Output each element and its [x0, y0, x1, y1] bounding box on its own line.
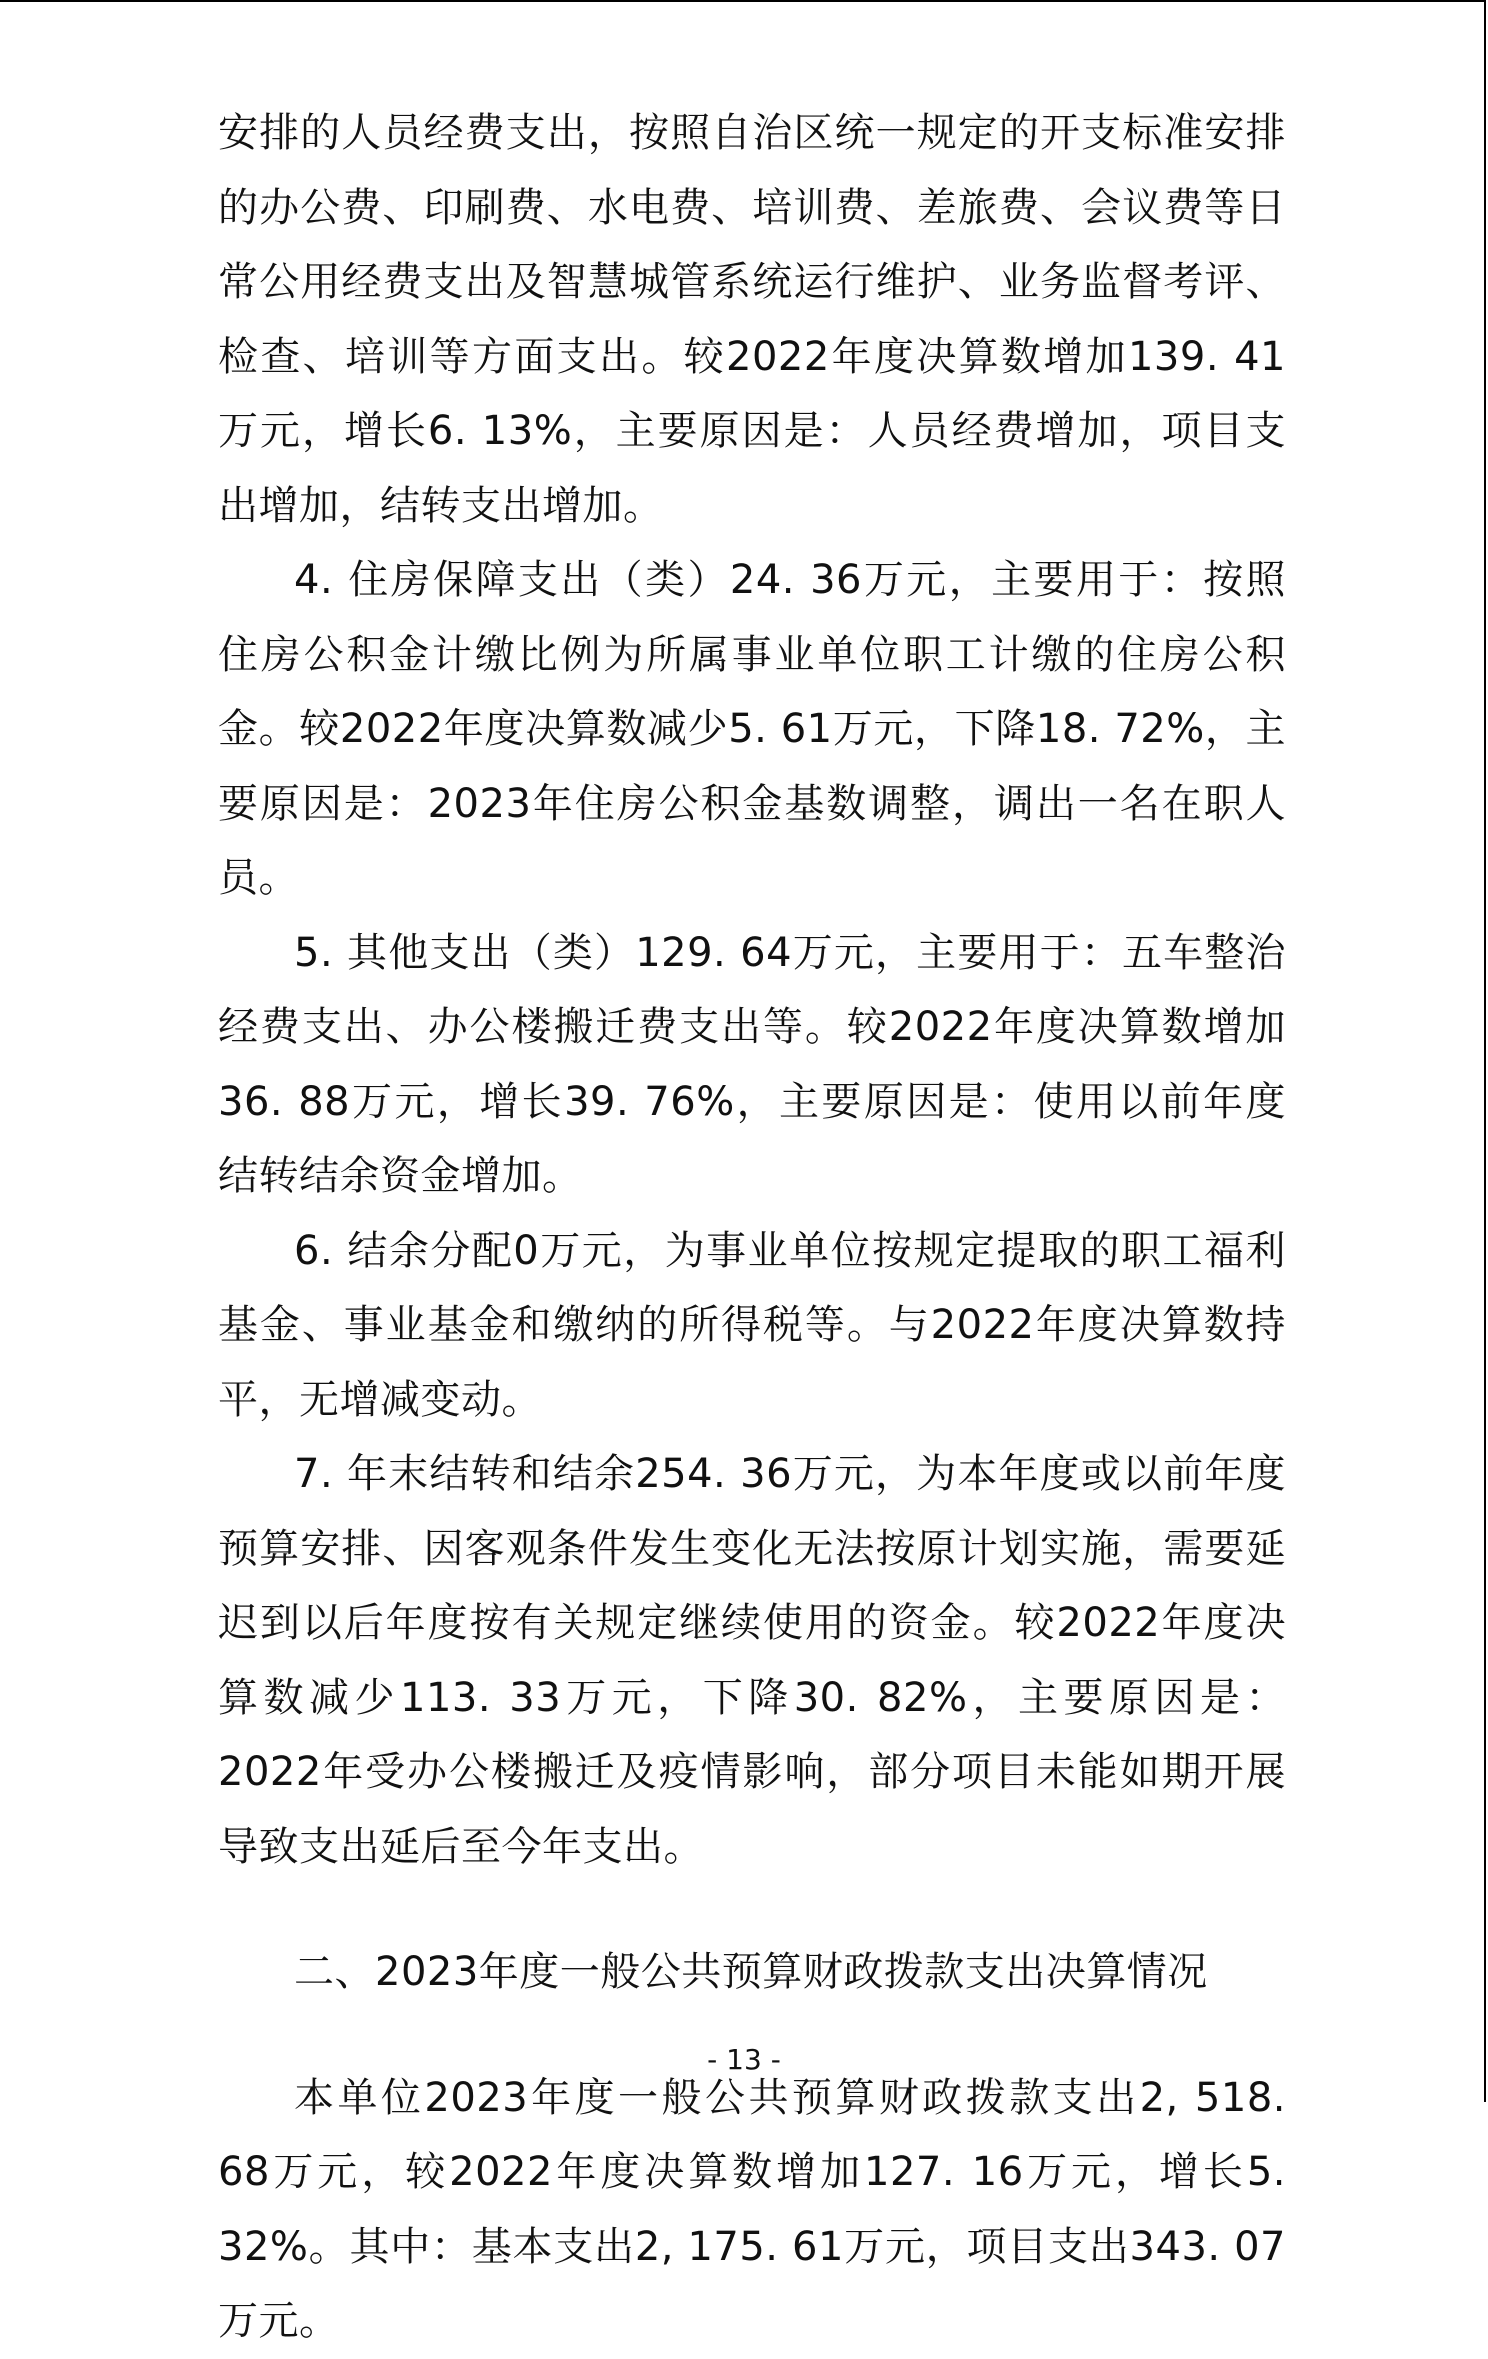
paragraph-housing-expenditure: 4. 住房保障支出（类）24. 36万元，主要用于：按照住房公积金计缴比例为所属事业单位职工计缴的住房公积金。较2022年度决算数减少5. 61万元，下降18. 72%，主要原因是：2023年住房公积金基数调整，调出一名在职人员。	[218, 557, 1286, 901]
paragraph-other-expenditure: 5. 其他支出（类）129. 64万元，主要用于：五车整治经费支出、办公楼搬迁费支出等。较2022年度决算数增加36. 88万元，增长39. 76%，主要原因是：使用以前年度结转结余资金增加。	[218, 929, 1286, 1199]
paragraph-surplus-distribution: 6. 结余分配0万元，为事业单位按规定提取的职工福利基金、事业基金和缴纳的所得税等。与2022年度决算数持平，无增减变动。	[218, 1227, 1286, 1423]
page-number: - 13 -	[707, 2043, 781, 2076]
document-body	[218, 96, 1286, 2359]
paragraph-year-end-balance: 7. 年末结转和结余254. 36万元，为本年度或以前年度预算安排、因客观条件发生变化无法按原计划实施，需要延迟到以后年度按有关规定继续使用的资金。较2022年度决算数减少113. 33万元，下降30. 82%，主要原因是：2022年受办公楼搬迁及疫情影响，部分项目未能如期开展导致支出延后至今年支出。	[218, 1451, 1286, 1870]
paragraph-continued: 安排的人员经费支出，按照自治区统一规定的开支标准安排的办公费、印刷费、水电费、培训费、差旅费、会议费等日常公用经费支出及智慧城管系统运行维护、业务监督考评、检查、培训等方面支出。较2022年度决算数增加139. 41万元，增长6. 13%，主要原因是：人员经费增加，项目支出增加，结转支出增加。	[218, 110, 1286, 529]
section-heading: 二、2023年度一般公共预算财政拨款支出决算情况	[294, 1949, 1208, 1995]
paragraph-general-budget-summary: 本单位2023年度一般公共预算财政拨款支出2, 518. 68万元，较2022年度决算数增加127. 16万元，增长5. 32%。其中：基本支出2, 175. 61万元，项目支出343. 07万元。	[218, 2074, 1286, 2344]
